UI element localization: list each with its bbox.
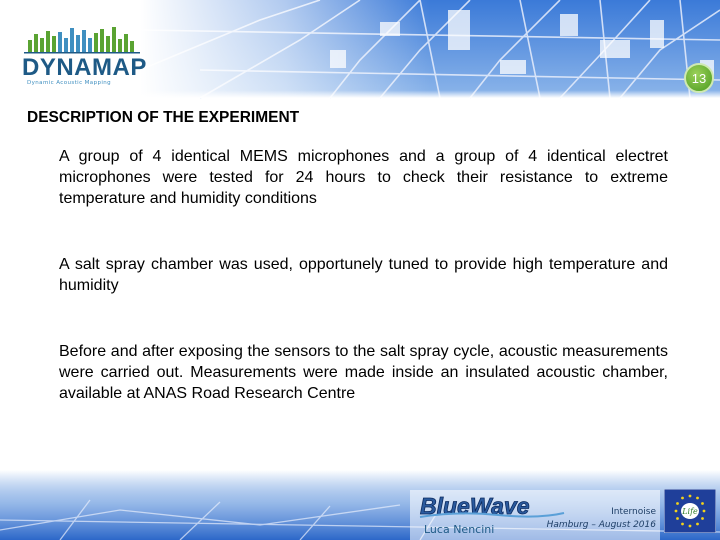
slide-number-badge: 13 — [684, 63, 714, 93]
author-name: Luca Nencini — [424, 523, 495, 536]
eu-life-text: Life — [682, 507, 698, 516]
conference-info — [547, 506, 656, 532]
eu-life-logo-icon — [664, 489, 716, 533]
event-name: Internoise — [611, 507, 656, 517]
paragraph-3: Before and after exposing the sensors to the salt spray cycle, acoustic measurements were carried out. Measurements were made inside an insulated acoustic chamber, available at ANAS Road Research Centre — [59, 343, 668, 402]
bluewave-logo — [418, 493, 566, 519]
bluewave-logo-text: BlueWave — [420, 493, 530, 519]
logo-text: DYNAMAP — [22, 54, 147, 81]
paragraph-1: A group of 4 identical MEMS microphones and a group of 4 identical electret microphones were tested for 24 hours to check their resistance to extreme temperature and humidity conditions — [59, 148, 668, 207]
paragraph-2: A salt spray chamber was used, opportunely tuned to provide high temperature and humidity — [59, 256, 668, 294]
slide-title: DESCRIPTION OF THE EXPERIMENT — [27, 109, 300, 126]
logo-subtitle: Dynamic Acoustic Mapping — [27, 80, 112, 86]
event-date: Hamburg – August 2016 — [546, 520, 656, 530]
